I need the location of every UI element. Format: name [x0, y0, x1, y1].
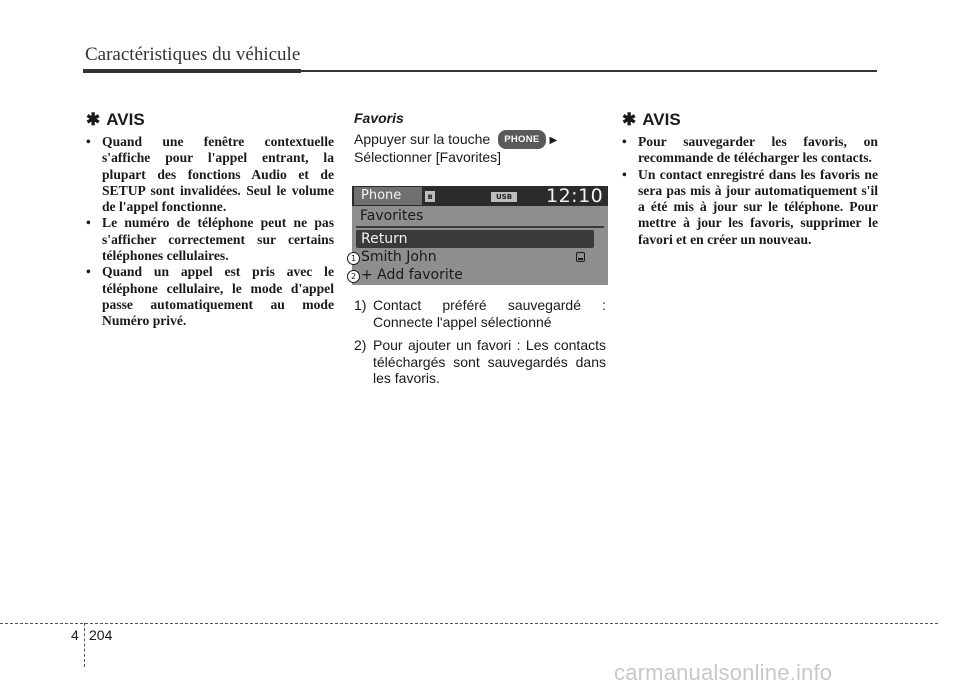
- usb-icon: USB: [491, 192, 517, 202]
- steps-list: [354, 297, 606, 387]
- step-number: 1): [354, 297, 367, 313]
- page-number: 204: [89, 627, 113, 643]
- page-header-title: Caractéristiques du véhicule: [85, 44, 301, 65]
- section-title-favoris: Favoris: [354, 110, 404, 126]
- step-text: Pour ajouter un favori : Les contacts téléchargés sont sauvegardés dans les favoris.: [373, 337, 606, 386]
- screen-item-contact: Smith John: [361, 249, 437, 265]
- avis-item: [86, 134, 334, 215]
- screen-item-add-favorite: + Add favorite: [361, 267, 463, 283]
- intro-after-key: Sélectionner [Favorites]: [354, 149, 502, 165]
- avis-item: [622, 134, 878, 167]
- column-middle: [350, 110, 606, 394]
- avis-item-text: Quand une fenêtre contextuelle s'affiche pour l'appel entrant, la plupart des fonctions Audio et de SETUP sont invalidées. Seul le volume de l'appel fonctionne.: [102, 134, 334, 215]
- avis-item: [622, 167, 878, 248]
- avis-heading-label: AVIS: [642, 110, 681, 129]
- screen-separator: [356, 226, 604, 228]
- bullet-icon: •: [622, 166, 627, 182]
- avis-item-text: Le numéro de téléphone peut ne pas s'afficher correctement sur certains téléphones cellulaires.: [102, 215, 334, 264]
- step-item: [354, 297, 606, 330]
- screen-item-return: Return: [361, 231, 408, 247]
- phone-number-icon: [576, 252, 585, 262]
- header-rule-thick: [83, 69, 301, 73]
- avis-list: [622, 134, 878, 248]
- avis-item: [86, 264, 334, 329]
- header-rule-thin: [301, 70, 877, 72]
- avis-list: [86, 134, 334, 330]
- avis-heading-label: AVIS: [106, 110, 145, 129]
- asterisk-icon: ✱: [86, 110, 101, 129]
- intro-text: [354, 130, 606, 166]
- bullet-icon: •: [622, 134, 627, 149]
- phone-screen-illustration: [352, 186, 608, 285]
- avis-item-text: Un contact enregistré dans les favoris ne sera pas mis à jour automatiquement s'il a été mis à jour sur le téléphone. Pour mettre à jour les favoris, supprimer le favori et en créer un nouveau.: [638, 166, 878, 247]
- asterisk-icon: ✱: [622, 110, 637, 129]
- page-section-number: 4: [71, 627, 79, 643]
- step-text: Contact préféré sauvegardé : Connecte l'appel sélectionné: [373, 297, 606, 330]
- screen-list-title: Favorites: [360, 208, 424, 224]
- callout-2: 2: [347, 270, 360, 283]
- phone-key-badge: PHONE: [498, 130, 545, 149]
- arrow-right-icon: ▶: [549, 135, 558, 146]
- callout-1: 1: [347, 252, 360, 265]
- bullet-icon: •: [86, 134, 91, 149]
- watermark: carmanualsonline.info: [614, 660, 833, 685]
- avis-heading: [86, 110, 334, 130]
- screen-clock: 12:10: [546, 185, 604, 207]
- column-left: [86, 110, 334, 330]
- bullet-icon: •: [86, 215, 91, 231]
- intro-before-key: Appuyer sur la touche: [354, 131, 491, 147]
- column-right: [622, 110, 878, 248]
- step-item: [354, 337, 606, 387]
- bluetooth-icon: ʙ: [425, 191, 435, 202]
- step-number: 2): [354, 337, 367, 353]
- footer-divider: [84, 623, 85, 667]
- footer-rule: [0, 623, 938, 624]
- avis-item-text: Pour sauvegarder les favoris, on recommande de télécharger les contacts.: [638, 134, 878, 166]
- screen-phone-tab-label: Phone: [361, 188, 402, 203]
- avis-item-text: Quand un appel est pris avec le téléphone cellulaire, le mode d'appel passe automatiquement au mode Numéro privé.: [102, 264, 334, 329]
- bullet-icon: •: [86, 264, 91, 280]
- avis-heading: [622, 110, 878, 130]
- avis-item: [86, 215, 334, 264]
